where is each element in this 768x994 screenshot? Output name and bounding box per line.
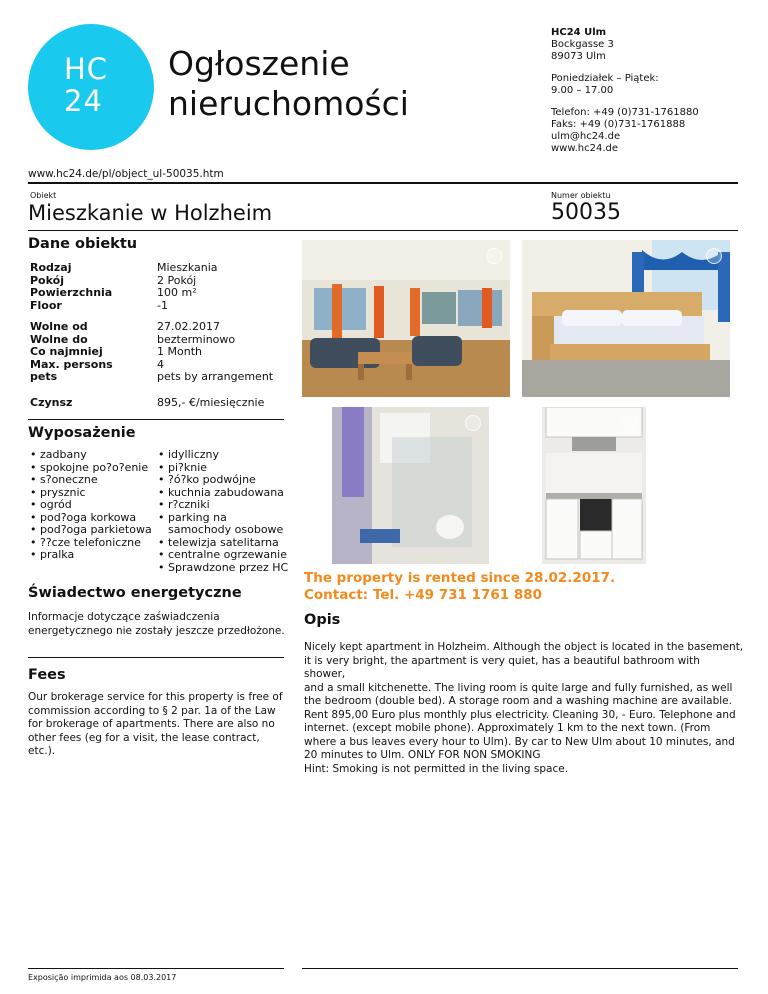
list-item: • idylliczny [158,449,288,462]
logo-text-24: 24 [64,84,103,118]
rented-notice: The property is rented since 28.02.2017. Contact: Tel. +49 731 1761 880 [304,570,616,603]
divider [28,230,738,231]
details-group-rent [30,397,264,410]
document-title-line2: nieruchomości [168,84,409,123]
hc24-logo [28,24,154,150]
detail-value: bezterminowo [157,332,236,346]
detail-key: Max. persons [30,357,113,371]
print-date: Exposição imprimida aos 08.03.2017 [28,973,177,982]
object-title: Mieszkanie w Holzheim [28,201,273,225]
document-title [168,44,409,124]
detail-value: 1 Month [157,345,202,358]
detail-key: Co najmniej [30,345,103,358]
office-email[interactable]: ulm@hc24.de [551,131,621,142]
detail-value: 895,- €/miesięcznie [157,396,265,409]
hc-watermark-icon [706,248,722,264]
equipment-list-2 [158,449,288,574]
bedroom-photo [522,240,730,397]
office-hours-label: Poniedziałek – Piątek: [551,73,659,84]
detail-row [30,321,273,334]
detail-value: 2 Pokój [157,273,197,287]
office-website[interactable]: www.hc24.de [551,143,619,154]
list-item: • telewizja satelitarna [158,537,288,550]
detail-value: pets by arrangement [157,370,274,383]
detail-row [30,397,264,410]
divider [28,182,738,184]
living-room-image [302,240,510,397]
detail-key: Floor [30,298,62,312]
divider [28,968,284,969]
list-item: • centralne ogrzewanie [158,549,288,562]
list-item: • ??cze telefoniczne [30,537,152,550]
detail-value: 4 [157,357,164,371]
detail-row [30,287,218,300]
detail-row [30,371,273,384]
object-number: 50035 [551,200,621,225]
detail-key: pets [30,370,58,383]
object-number-label: Numer obiektu [551,191,611,200]
details-heading: Dane obiektu [28,236,138,252]
divider [28,419,284,420]
detail-key: Powierzchnia [30,286,113,299]
bathroom-photo [332,407,489,564]
list-item: • prysznic [30,487,152,500]
hc-watermark-icon [486,248,502,264]
detail-key: Rodzaj [30,261,72,274]
list-item: • spokojne po?o?enie [30,462,152,475]
detail-value: 100 m² [157,286,197,299]
energy-text: Informacje dotyczące zaświadczenia energetycznego nie zostały jeszcze przedłożone. [28,611,285,637]
list-item: • s?oneczne [30,474,152,487]
bathroom-image [332,407,489,564]
object-url[interactable]: www.hc24.de/pl/object_ul-50035.htm [28,168,224,180]
details-group-availability [30,321,273,384]
office-phone: Telefon: +49 (0)731-1761880 [551,107,699,118]
fees-text: Our brokerage service for this property is free of commission according to § 2 par. 1a of the Law for brokerage of apartments. There are also no other fees (eg for a visit, the lease contract, etc.). [28,691,283,757]
energy-heading: Świadectwo energetyczne [28,585,242,601]
description-text: Nicely kept apartment in Holzheim. Although the object is located in the basement, it is very bright, the apartment is very quiet, has a beautiful bathroom with shower, and a small kitchenette. The living room is quite large and fully furnished, as well the bedroom (double bed). A storage room and a washing machine are available. Rent 895,00 Euro plus monthly plus electricity. Cleaning 30, - Euro. Telephone and internet. (except mobile phone). Approximately 1 km to the next town. (From where a bus leaves every hour to Ulm). By car to New Ulm about 10 minutes, and 20 minutes to Ulm. ONLY FOR NON SMOKING Hint: Smoking is not permitted in the living space. [304,641,744,775]
detail-row [30,300,218,313]
hc-watermark-icon [465,415,481,431]
office-street: Bockgasse 3 [551,39,614,50]
list-item: • r?czniki [158,499,288,512]
office-contact [551,27,699,155]
detail-row [30,346,273,359]
office-hours: 9.00 – 17.00 [551,85,614,96]
logo-text-hc: HC [64,52,109,86]
detail-row [30,262,218,275]
bedroom-image [522,240,730,397]
list-item: • Sprawdzone przez HC [158,562,288,575]
object-label: Obiekt [30,191,57,200]
list-item: samochody osobowe [168,523,284,536]
office-city: 89073 Ulm [551,51,606,62]
divider [302,968,738,969]
kitchen-photo [542,407,646,564]
divider [28,657,284,658]
list-item: • pod?oga parkietowa [30,524,152,537]
office-name: HC24 Ulm [551,27,607,38]
detail-key: Pokój [30,273,64,287]
detail-key: Czynsz [30,396,73,409]
detail-key: Wolne do [30,332,88,346]
equipment-heading: Wyposażenie [28,425,136,441]
detail-value: Mieszkania [157,261,218,274]
list-item: • pod?oga korkowa [30,512,152,525]
list-item: • pi?knie [158,462,288,475]
list-item: • ?ó?ko podwójne [158,474,288,487]
list-item: • ogród [30,499,152,512]
equipment-list-1 [30,449,152,562]
description-heading: Opis [304,612,341,628]
office-fax: Faks: +49 (0)731-1761888 [551,119,686,130]
list-item: • parking na [158,512,288,525]
document-title-line1: Ogłoszenie [168,44,350,83]
list-item: • kuchnia zabudowana [158,487,288,500]
list-item: • pralka [30,549,152,562]
hc-watermark-icon [622,415,638,431]
list-item: • zadbany [30,449,152,462]
detail-value: 27.02.2017 [157,320,220,333]
details-group-basic [30,262,218,312]
detail-value: -1 [157,298,168,312]
detail-key: Wolne od [30,320,88,333]
fees-heading: Fees [28,667,66,683]
living-room-photo [302,240,510,397]
